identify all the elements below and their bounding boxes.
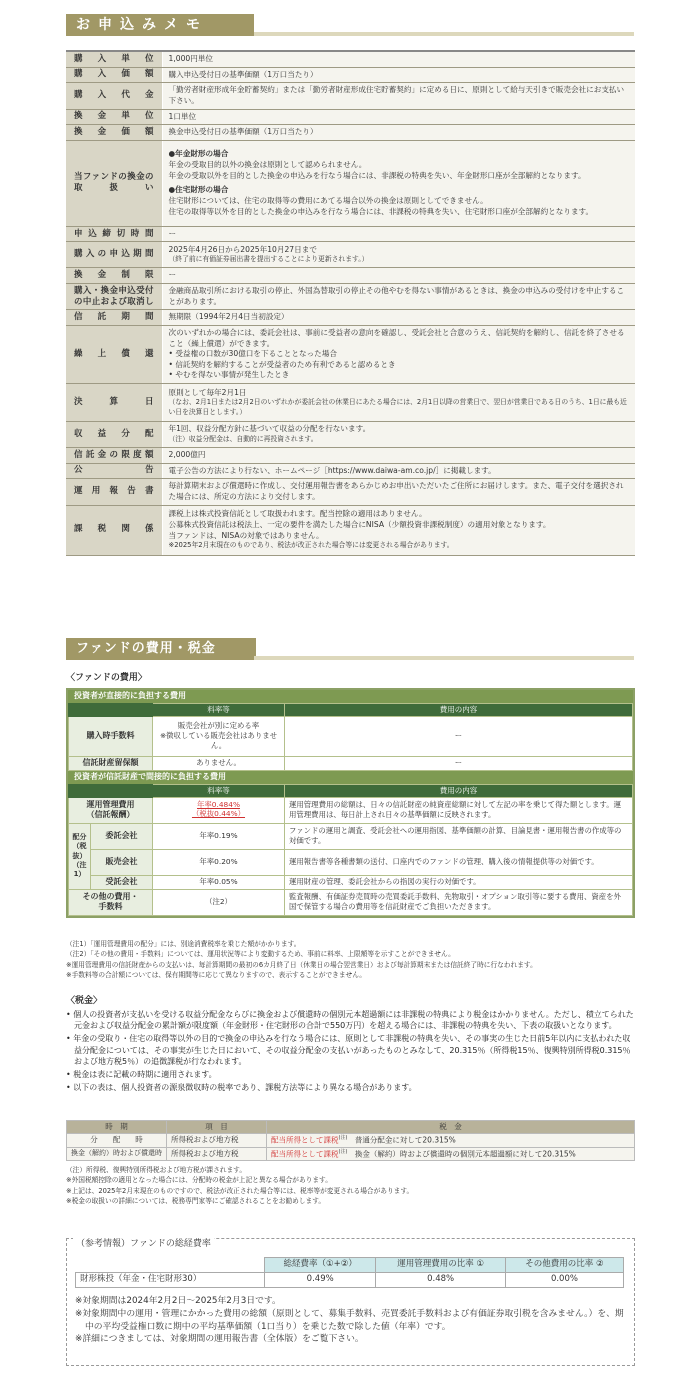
memo-row-value (162, 505, 635, 555)
tax-table (66, 1120, 635, 1161)
ref-other: 0.00% (505, 1273, 623, 1288)
retention-label: 信託財産留保額 (69, 756, 153, 770)
memo-line: 2025年4月26日から2025年10月27日まで (168, 244, 317, 254)
tax-bullet: • 税金は表に記載の時期に適用されます。 (66, 1069, 217, 1079)
tax-bullet: • 年金の受取り・住宅の取得等以外の目的で換金の申込みを行なう場合には、原則として非課税の特典を失い、その事実の生じた日前5年以内に支払われた収益分配金については、その事実が生じた日において、その収益分配金の支払いがあったものとみなして、20.315％（所得税15％、復興特別所得税0.315％および地方税5％）の追徴課税が行なわれます。 (66, 1034, 631, 1066)
memo-row-value (162, 226, 635, 242)
ref-fund-name: 財形株投（年金・住宅財形30） (76, 1273, 265, 1288)
alloc-content-trustor: ファンドの運用と調査、受託会社への運用指図、基準価額の計算、目論見書・運用報告書の作成等の対価です。 (285, 823, 633, 849)
memo-line: 電子公告の方法により行ない、ホームページ［https://www.daiwa-am.co.jp/］に掲載します。 (168, 465, 496, 475)
purchase-fee-content: ー (285, 716, 633, 756)
memo-row (66, 242, 635, 268)
direct-cost-table (68, 703, 633, 771)
memo-line: 1口単位 (168, 111, 197, 121)
direct-col-content: 費用の内容 (285, 703, 633, 716)
memo-row-label: 換金価額 (66, 125, 162, 141)
memo-row (66, 422, 635, 448)
memo-line: 課税上は株式投資信託として取扱われます。配当控除の適用はありません。 (168, 509, 427, 519)
memo-row (66, 109, 635, 125)
memo-row-value (162, 325, 635, 383)
ref-col-other: その他費用の比率 ② (505, 1258, 623, 1273)
memo-row (66, 310, 635, 326)
memo-line: 公募株式投資信託は税法上、一定の要件を満たした場合にNISA（少額投資非課税制度）の適用対象となります。 (168, 519, 551, 529)
memo-row-label: 課税関係 (66, 505, 162, 555)
tax-notes: （注）所得税、復興特別所得税および地方税が課されます。 ※外国税額控除の適用となった場合には、分配時の税金が上記と異なる場合があります。 ※上記は、2025年2月末現在のものですので、税法が改正された場合等には、税率等が変更される場合があります。 ※税金の取扱いの詳細については、税務専門家等にご確認されることをお勧めします。 (66, 1166, 414, 1206)
ref-total: 0.49% (265, 1273, 376, 1288)
memo-line: ●年金財形の場合 (168, 149, 229, 159)
retention-content: ー (285, 756, 633, 770)
memo-row-label: 換金単位 (66, 109, 162, 125)
purchase-fee-rate: 販売会社が別に定める率 ※徴収している販売会社はありません。 (153, 716, 285, 756)
memo-row-label: 公告 (66, 463, 162, 479)
cost-section-title: ファンドの費用・税金 (66, 638, 256, 660)
memo-line: 換金申込受付日の基準価額（1万口当たり） (168, 127, 318, 137)
cost-title-rule (254, 656, 634, 660)
memo-row-value (162, 51, 635, 67)
memo-row-label: 収益分配 (66, 422, 162, 448)
indirect-cost-header: 投資者が信託財産で間接的に負担する費用 (68, 771, 633, 784)
mgmt-fee-rate: 年率0.484% (197, 800, 240, 810)
memo-row-value (162, 125, 635, 141)
retention-rate: ありません。 (153, 756, 285, 770)
memo-line: 1,000円単位 (168, 54, 214, 63)
memo-row-label: 購入価額 (66, 67, 162, 83)
cost-note: （注2）「その他の費用・手数料」については、運用状況等により変動するため、事前に料率、上限額等を示すことができません。 (66, 950, 455, 959)
memo-line: 年1回、収益分配方針に基づいて収益の分配を行ないます。 (168, 424, 371, 434)
purchase-fee-label: 購入時手数料 (69, 716, 153, 756)
memo-line: 金融商品取引所における取引の停止、外国為替取引の停止その他やむを得ない事情があるときは、換金の申込みの受付けを中止することがあります。 (168, 286, 625, 306)
tax-bullet: • 以下の表は、個人投資者の源泉徴収時の税率であり、課税方法等により異なる場合があります。 (66, 1083, 417, 1093)
alloc-rate-trustee: 年率0.05% (153, 875, 285, 889)
memo-row-value (162, 242, 635, 268)
memo-row-value (162, 384, 635, 422)
fund-cost-heading: 〈ファンドの費用〉 (66, 673, 147, 683)
memo-row (66, 284, 635, 310)
memo-row-label: 決算日 (66, 384, 162, 422)
tax-row: 換金（解約）時および償還時 所得税および地方税 配当所得として課税$^{(注)}$ 換金（解約）時および償還時の個別元本超過額に対して20.315% (67, 1147, 635, 1161)
memo-row (66, 51, 635, 67)
memo-row (66, 479, 635, 505)
memo-table (66, 50, 635, 556)
memo-row-label: 購入単位 (66, 51, 162, 67)
memo-row (66, 463, 635, 479)
reference-notes: ※対象期間は2024年2月2日～2025年2月3日です。 ※対象期間中の運用・管理にかかった費用の総額（原則として、募集手数料、売買委託手数料および有価証券取引税を含みません。）を、期中の平均受益権口数に期中の平均基準価額（1口当り）を乗じた数で除した値（年率）です。 ※詳細につきましては、対象期間の運用報告書（全体版）をご覧下さい。 (75, 1296, 624, 1345)
cost-note: ※運用管理費用の信託財産からの支払いは、毎計算期間の最初の6カ月終了日（休業日の場合翌営業日）および毎計算期末または信託終了時に行なわれます。 (66, 960, 537, 969)
indirect-cost-table (68, 784, 633, 916)
memo-row-label: 購入代金 (66, 83, 162, 109)
tax-bullet: • 個人の投資者が支払いを受ける収益分配金ならびに換金および償還時の個別元本超過額には非課税の特典により税金はかかりません。ただし、積立てられた元金および収益分配金の累計額が限度額（年金財形・住宅財形の合計で550万円）を超える場合には、非課税の特典を失い、下表の取扱いとなります。 (66, 1010, 634, 1031)
memo-note: （なお、2月1日または2月2日のいずれかが委託会社の休業日にあたる場合には、2月1日以降の営業日で、翌日が営業日である日のうち、1日に最も近い日を決算日とします。） (168, 398, 627, 416)
ref-col-total: 総経費率（①+②） (265, 1258, 376, 1273)
alloc-content-trustee: 運用財産の管理、委託会社からの指図の実行の対価です。 (285, 875, 633, 889)
tax-tag: 配当所得として課税 (271, 1135, 339, 1145)
other-fee-rate: （注2） (153, 889, 285, 915)
memo-row-value (162, 448, 635, 464)
memo-line: 無期限（1994年2月4日当初設定） (168, 312, 289, 322)
reference-box (66, 1238, 635, 1366)
memo-row-label: 繰上償還 (66, 325, 162, 383)
memo-section-title: お申込みメモ (66, 14, 254, 36)
memo-line: ー (168, 228, 177, 238)
memo-row-label: 申込締切時間 (66, 226, 162, 242)
memo-row-label: 運用報告書 (66, 479, 162, 505)
alloc-rate-trustor: 年率0.19% (153, 823, 285, 849)
memo-row (66, 67, 635, 83)
other-fee-content: 監査報酬、有価証券売買時の売買委託手数料、先物取引・オプション取引等に要する費用、資産を外国で保管する場合の費用等を信託財産でご負担いただきます。 (285, 889, 633, 915)
memo-row-label: 信託金の限度額 (66, 448, 162, 464)
tax-row: 分 配 時 所得税および地方税 配当所得として課税$^{(注)}$ 普通分配金に対して20.315% (67, 1134, 635, 1148)
memo-row-value (162, 109, 635, 125)
memo-line: 次のいずれかの場合には、委託会社は、事前に受益者の意向を確認し、受託会社と合意のうえ、信託契約を解約し、信託を終了させること（繰上償還）ができます。 (168, 327, 625, 348)
memo-line: 年金の受取目的以外の換金は原則として認められません。 (168, 160, 367, 169)
memo-row (66, 125, 635, 141)
memo-row-value (162, 463, 635, 479)
memo-row (66, 505, 635, 555)
memo-line: • 信託契約を解約することが受益者のため有利であると認めるとき (168, 359, 396, 369)
cost-note: （注1）「運用管理費用の配分」には、別途消費税率を乗じた額がかかります。 (66, 940, 301, 948)
memo-line: ●住宅財形の場合 (168, 185, 229, 195)
memo-note: （終了前に有価証券届出書を提出することにより更新されます。） (168, 255, 369, 264)
tax-col-tax: 税 金 (267, 1121, 635, 1134)
direct-col-rate: 料率等 (153, 703, 285, 716)
tax-heading: 〈税金〉 (66, 996, 103, 1006)
memo-line: 原則として毎年2月1日 (168, 387, 247, 397)
alloc-label-trustor: 委託会社 (91, 823, 153, 849)
memo-line: 2,000億円 (168, 450, 206, 459)
ref-mgmt: 0.48% (376, 1273, 506, 1288)
memo-row (66, 83, 635, 109)
memo-line: 購入申込受付日の基準価額（1万口当たり） (168, 69, 318, 79)
memo-row (66, 140, 635, 226)
memo-line: 年金の受取以外を目的とした換金の申込みを行なう場合には、非課税の特典を失い、年金財形口座が全部解約となります。 (168, 170, 586, 180)
memo-row-value (162, 268, 635, 284)
mgmt-fee-content: 運用管理費用の総額は、日々の信託財産の純資産総額に対して左記の率を乗じて得た額とします。運用管理費用は、毎日計上され日々の基準価額に反映されます。 (285, 797, 633, 823)
memo-row-value (162, 422, 635, 448)
memo-row (66, 268, 635, 284)
mgmt-fee-rate-ex-tax: （税抜0.44%） (191, 809, 246, 819)
memo-row-value (162, 140, 635, 226)
ref-col-mgmt: 運用管理費用の比率 ① (376, 1258, 506, 1273)
memo-note: （注）収益分配金は、自動的に再投資されます。 (168, 435, 318, 444)
memo-row (66, 384, 635, 422)
indirect-col-content: 費用の内容 (285, 784, 633, 797)
memo-row (66, 226, 635, 242)
cost-note: ※手数料等の合計額については、保有期間等に応じて異なりますので、表示することができません。 (66, 971, 366, 980)
memo-line: 毎計算期末および償還時に作成し、交付運用報告書をあらかじめお申出いただいたご住所にお届けします。また、電子交付を選択された場合には、所定の方法により交付します。 (168, 481, 624, 501)
alloc-label-distributor: 販売会社 (91, 849, 153, 875)
reference-table (75, 1257, 624, 1288)
memo-row (66, 325, 635, 383)
memo-row-label: 信託期間 (66, 310, 162, 326)
tax-col-item: 項 目 (167, 1121, 267, 1134)
memo-line: 当ファンドは、NISAの対象ではありません。 (168, 530, 324, 540)
fund-cost-table (66, 688, 635, 918)
memo-line: 住宅の取得等以外を目的とした換金の申込みを行なう場合には、非課税の特典を失い、住宅財形口座が全部解約となります。 (168, 206, 594, 216)
memo-row-label: 購入の申込期間 (66, 242, 162, 268)
memo-line: ー (168, 270, 177, 280)
memo-row-label: 購入・換金申込受付の中止および取消し (66, 284, 162, 310)
memo-row-value (162, 83, 635, 109)
memo-line: • 受益権の口数が30億口を下ることとなった場合 (168, 349, 337, 359)
indirect-col-rate: 料率等 (153, 784, 285, 797)
tax-tag: 配当所得として課税 (271, 1149, 339, 1159)
memo-row-label: 換金制限 (66, 268, 162, 284)
memo-row-value (162, 479, 635, 505)
mgmt-fee-label: 運用管理費用 （信託報酬） (69, 797, 153, 823)
memo-row-label: 当ファンドの換金の取扱い (66, 140, 162, 226)
memo-row-value (162, 284, 635, 310)
memo-line: • やむを得ない事情が発生したとき (168, 370, 290, 380)
memo-line: ※2025年2月末現在のものであり、税法が改正された場合等には変更される場合があります。 (168, 541, 454, 550)
alloc-label: 配分 （税抜） （注1） (69, 823, 91, 889)
alloc-label-trustee: 受託会社 (91, 875, 153, 889)
cost-notes (66, 939, 635, 981)
memo-row-value (162, 67, 635, 83)
memo-line: 「勤労者財産形成年金貯蓄契約」または「勤労者財産形成住宅貯蓄契約」に定める日に、原則として給与天引きで販売会社にお支払い下さい。 (168, 85, 625, 105)
memo-line: 住宅財形については、住宅の取得等の費用にあてる場合以外の換金は原則としてできません。 (168, 195, 488, 205)
other-fee-label: その他の費用・ 手数料 (69, 889, 153, 915)
tax-col-period: 時 期 (67, 1121, 167, 1134)
alloc-content-distributor: 運用報告書等各種書類の送付、口座内でのファンドの管理、購入後の情報提供等の対価です。 (285, 849, 633, 875)
memo-row-value (162, 310, 635, 326)
reference-title: （参考情報）ファンドの総経費率 (73, 1238, 214, 1250)
direct-cost-header: 投資者が直接的に負担する費用 (68, 690, 633, 703)
memo-row (66, 448, 635, 464)
alloc-rate-distributor: 年率0.20% (153, 849, 285, 875)
tax-bullets (66, 1009, 635, 1095)
memo-title-rule (254, 32, 634, 36)
